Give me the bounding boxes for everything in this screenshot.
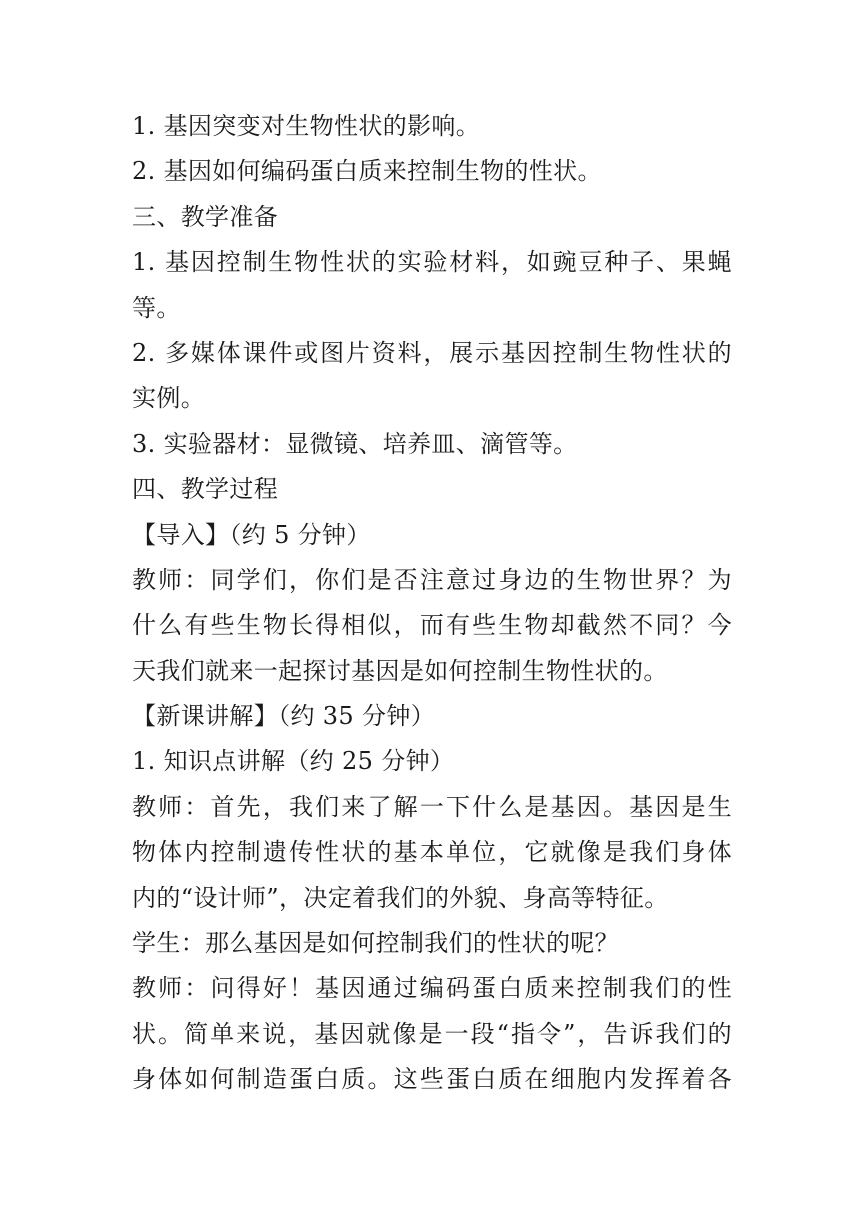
text-line: 教师：首先，我们来了解一下什么是基因。基因是生	[132, 792, 732, 821]
text-line: 状。简单来说，基因就像是一段“指令”，告诉我们的	[132, 1019, 732, 1048]
text-line: 实例。	[132, 384, 206, 413]
text-line: 3. 实验器材：显微镜、培养皿、滴管等。	[132, 429, 578, 458]
text-line: 物体内控制遗传性状的基本单位，它就像是我们身体	[132, 838, 732, 867]
text-line: 等。	[132, 293, 181, 322]
section-heading: 三、教学准备	[132, 202, 279, 231]
text-line: 身体如何制造蛋白质。这些蛋白质在细胞内发挥着各	[132, 1065, 732, 1094]
section-heading: 四、教学过程	[132, 475, 279, 504]
text-line: 天我们就来一起探讨基因是如何控制生物性状的。	[132, 656, 668, 685]
subsection-heading: 【导入】（约 5 分钟）	[132, 520, 371, 549]
text-line: 教师：同学们，你们是否注意过身边的生物世界？为	[132, 565, 732, 594]
document-page	[132, 104, 732, 1103]
text-line: 1. 基因突变对生物性状的影响。	[132, 112, 481, 140]
text-line: 教师：问得好！基因通过编码蛋白质来控制我们的性	[132, 974, 732, 1003]
text-line: 什么有些生物长得相似，而有些生物却截然不同？今	[132, 611, 732, 640]
text-line: 1. 知识点讲解（约 25 分钟）	[132, 747, 455, 776]
subsection-heading: 【新课讲解】（约 35 分钟）	[132, 702, 436, 731]
text-line: 内的“设计师”，决定着我们的外貌、身高等特征。	[132, 883, 669, 912]
text-line: 学生：那么基因是如何控制我们的性状的呢？	[132, 929, 619, 958]
text-line: 2. 多媒体课件或图片资料，展示基因控制生物性状的	[132, 338, 732, 367]
text-line: 2. 基因如何编码蛋白质来控制生物的性状。	[132, 157, 602, 186]
text-line: 1. 基因控制生物性状的实验材料，如豌豆种子、果蝇	[132, 248, 732, 277]
